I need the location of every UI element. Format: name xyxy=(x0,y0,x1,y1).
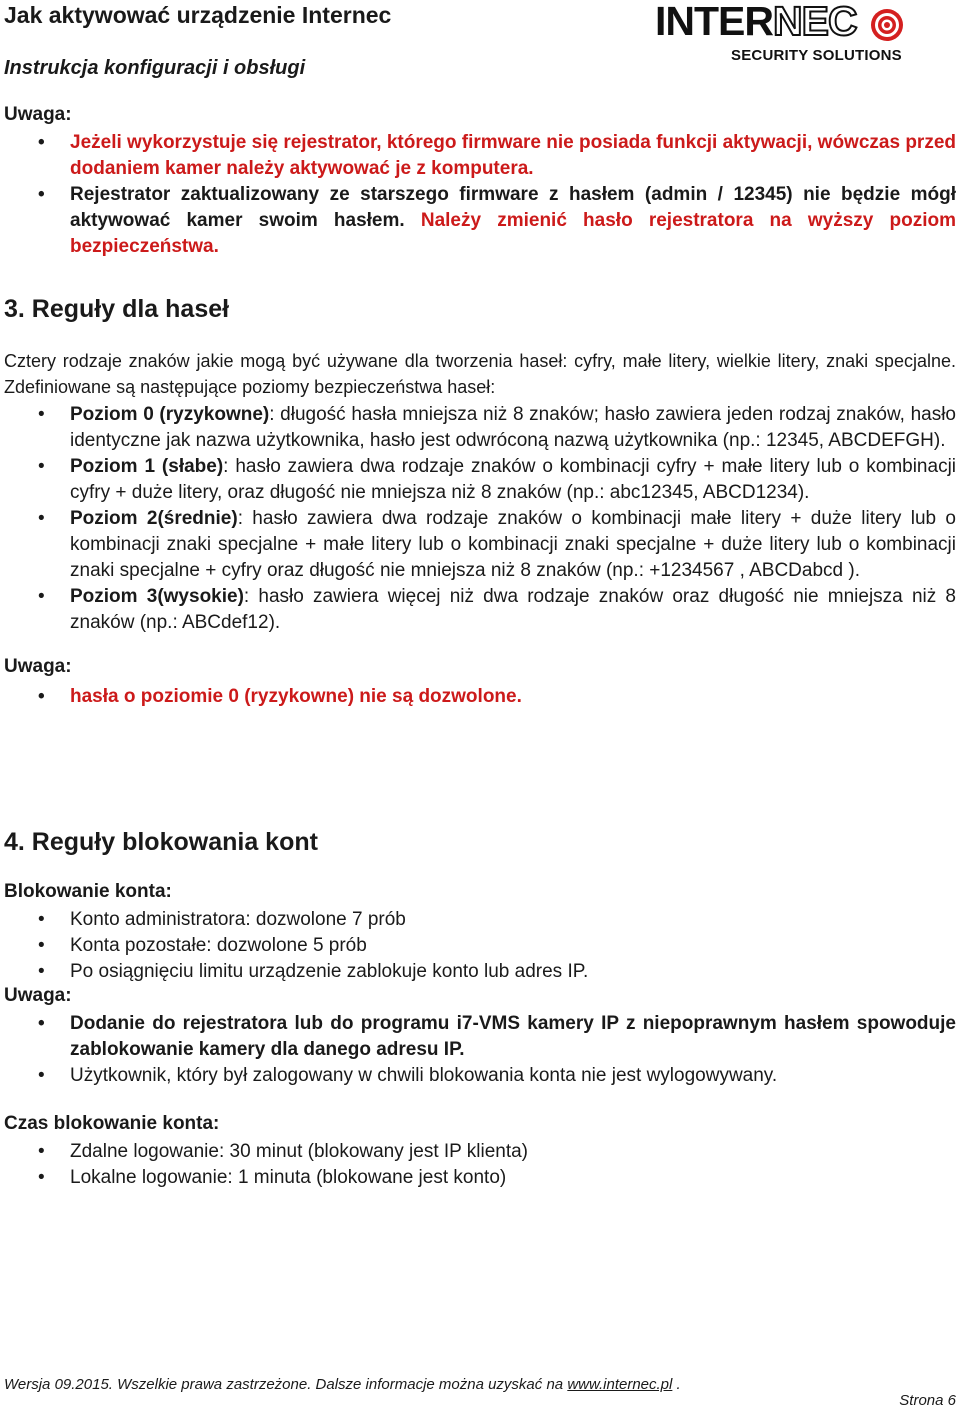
bullet-icon: • xyxy=(38,456,45,477)
logo-target-icon xyxy=(870,8,904,42)
internec-logo xyxy=(655,0,905,66)
note-list xyxy=(4,1011,956,1089)
note-activation xyxy=(4,104,956,260)
section-heading: 4. Reguły blokowania kont xyxy=(4,828,318,856)
list-item: • Lokalne logowanie: 1 minuta (blokowane jest konto) xyxy=(4,1165,956,1191)
bullet-icon: • xyxy=(38,1141,45,1162)
page-number: Strona 6 xyxy=(899,1392,956,1409)
note-label: Uwaga: xyxy=(4,104,72,125)
document-subtitle: Instrukcja konfiguracji i obsługi xyxy=(4,57,306,79)
list-item: • Jeżeli wykorzystuje się rejestrator, którego firmware nie posiada funkcji aktywacji, wówczas przed dodaniem kamer należy aktywować je z komputera. xyxy=(38,132,956,179)
website-link[interactable]: www.internec.pl xyxy=(567,1376,673,1393)
list-item: • Poziom 0 (ryzykowne): długość hasła mniejsza niż 8 znaków; hasło zawiera jeden rodzaj znaków, hasło identyczne jak nazwa użytkownika, hasło jest odwróconą nazwą użytkownika (np.: 12345, ABCDEFGH). xyxy=(38,404,957,451)
bullet-icon: • xyxy=(38,1167,45,1188)
bullet-icon: • xyxy=(38,1013,45,1034)
list-item: • Zdalne logowanie: 30 minut (blokowany jest IP klienta) xyxy=(4,1139,956,1165)
bullet-icon: • xyxy=(38,961,45,982)
bullet-icon: • xyxy=(38,586,45,607)
bullet-icon: • xyxy=(38,508,45,529)
list-item: • Po osiągnięciu limitu urządzenie zablokuje konto lub adres IP. xyxy=(4,959,956,985)
list-item: • Konto administratora: dozwolone 7 prób xyxy=(4,907,956,933)
bullet-icon: • xyxy=(38,404,45,425)
lock-time-list xyxy=(4,1139,956,1191)
logo-tagline: SECURITY SOLUTIONS xyxy=(731,47,902,64)
bullet-icon: • xyxy=(38,935,45,956)
bullet-icon: • xyxy=(38,184,45,205)
note-label: Uwaga: xyxy=(4,656,72,677)
bullet-icon: • xyxy=(38,686,45,707)
bullet-icon: • xyxy=(38,909,45,930)
section-heading: 3. Reguły dla haseł xyxy=(4,295,230,323)
list-item: • Poziom 3(wysokie): hasło zawiera więcej niż dwa rodzaje znaków oraz długość nie mniejsza niż 8 znaków (np.: ABCdef12). xyxy=(38,586,956,633)
list-item: • Poziom 2(średnie): hasło zawiera dwa rodzaje znaków o kombinacji małe litery + duże litery lub o kombinacji znaki specjalne + małe litery lub o kombinacji znaki specjalne + duże litery lub o kombinacji znaki specjalne + cyfry oraz długość nie mniejsza niż 8 znaków (np.: +1234567 , ABCDabcd ). xyxy=(38,508,956,581)
password-levels-list xyxy=(4,402,956,636)
bullet-icon: • xyxy=(38,132,45,153)
list-item: • Dodanie do rejestratora lub do programu i7-VMS kamery IP z niepoprawnym hasłem spowoduje zablokowanie kamery dla danego adresu IP. xyxy=(38,1013,956,1060)
list-item: • Użytkownik, który był zalogowany w chwili blokowania konta nie jest wylogowywany. xyxy=(4,1063,956,1089)
blocking-label: Blokowanie konta: xyxy=(4,881,172,902)
list-item: • Rejestrator zaktualizowany ze starszego firmware z hasłem (admin / 12345) nie będzie mógł aktywować kamer swoim hasłem. Należy zmienić hasło rejestratora na wyższy poziom bezpieczeństwa. xyxy=(38,184,957,257)
list-item: • hasła o poziomie 0 (ryzykowne) nie są dozwolone. xyxy=(4,684,956,710)
list-item: • Poziom 1 (słabe): hasło zawiera dwa rodzaje znaków o kombinacji cyfry + małe litery lub o kombinacji cyfry + duże litery, oraz długość nie mniejsza niż 8 znaków (np.: abc12345, ABCD1234). xyxy=(38,456,957,503)
lock-time-label: Czas blokowanie konta: xyxy=(4,1113,220,1134)
document-title: Jak aktywować urządzenie Internec xyxy=(4,2,392,28)
section-account-lock xyxy=(4,828,956,1191)
list-item: • Konta pozostałe: dozwolone 5 prób xyxy=(4,933,956,959)
page-footer: Wersja 09.2015. Wszelkie prawa zastrzeżone. Dalsze informacje można uzyskać na www.internec.pl . xyxy=(4,1376,681,1393)
logo-wordmark: INTERNEC xyxy=(655,0,857,44)
blocking-list xyxy=(4,907,956,985)
note-list xyxy=(4,130,956,260)
bullet-icon: • xyxy=(38,1065,45,1086)
section-intro: Cztery rodzaje znaków jakie mogą być używane dla tworzenia haseł: cyfry, małe litery, wielkie litery, znaki specjalne. Zdefiniowane są następujące poziomy bezpieczeństwa haseł: xyxy=(4,351,956,397)
section-password-rules xyxy=(4,295,956,710)
note-label: Uwaga: xyxy=(4,985,72,1006)
note-list xyxy=(4,684,956,710)
